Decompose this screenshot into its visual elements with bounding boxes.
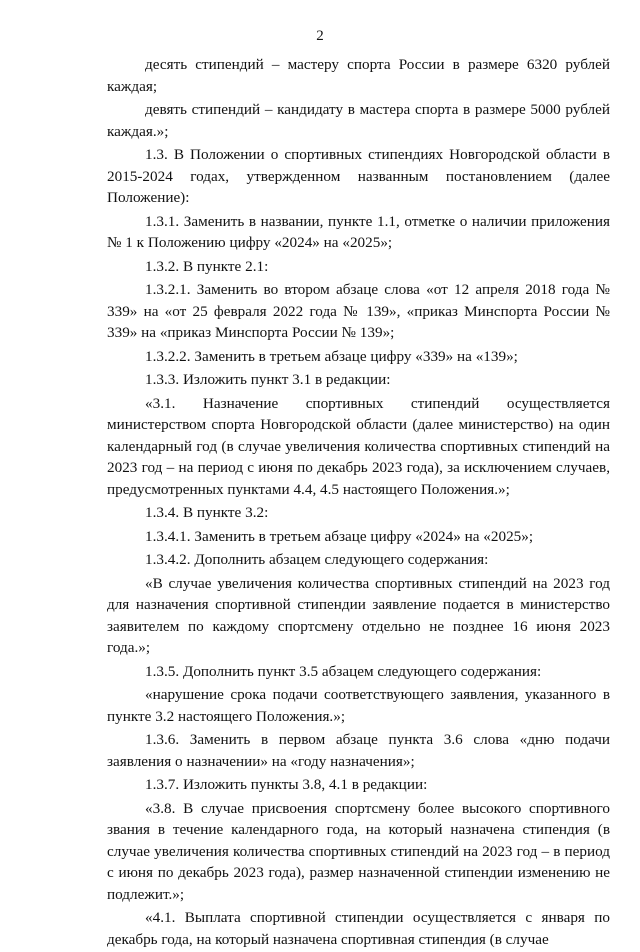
paragraph: десять стипендий – мастеру спорта России в размере 6320 рублей каждая; <box>107 56 610 95</box>
paragraph: 1.3.1. Заменить в названии, пункте 1.1, отметке о наличии приложения № 1 к Положению цифру «2024» на «2025»; <box>107 212 610 251</box>
paragraph: 1.3.4.1. Заменить в третьем абзаце цифру «2024» на «2025»; <box>145 527 534 545</box>
paragraph: 1.3.4. В пункте 3.2: <box>145 504 269 521</box>
paragraph: девять стипендий – кандидату в мастера спорта в размере 5000 рублей каждая.»; <box>107 101 610 140</box>
paragraph: 1.3.3. Изложить пункт 3.1 в редакции: <box>145 371 391 388</box>
paragraph: 1.3.5. Дополнить пункт 3.5 абзацем следующего содержания: <box>145 662 542 680</box>
paragraph: 1.3.6. Заменить в первом абзаце пункта 3.6 слова «дню подачи заявления о назначении» на «году назначения»; <box>107 731 610 770</box>
paragraph: 1.3.2. В пункте 2.1: <box>145 257 269 275</box>
paragraph: «3.8. В случае присвоения спортсмену более высокого спортивного звания в течение календарного года, на который назначена стипендия (в случае увеличения количества спортивных стипендий на 2023 год – в период с июня по декабрь 2023 года), размер назначенной стипендии изменению не подлежит.»; <box>107 799 610 903</box>
paragraph: «В случае увеличения количества спортивных стипендий на 2023 год для назначения спортивной стипендии заявление подается в министерство заявителем по каждому спортсмену отдельно не позднее 16 июня 2023 года.»; <box>107 574 610 656</box>
paragraph: «4.1. Выплата спортивной стипендии осуществляется с января по декабрь года, на который назначена спортивная стипендия (в случае <box>107 909 610 948</box>
paragraph: 1.3. В Положении о спортивных стипендиях Новгородской области в 2015-2024 годах, утвержденном названным постановлением (далее Положение): <box>107 146 610 206</box>
paragraph: 1.3.7. Изложить пункты 3.8, 4.1 в редакции: <box>145 776 428 793</box>
document-body <box>107 54 610 952</box>
page-number: 2 <box>316 28 324 44</box>
paragraph: 1.3.2.1. Заменить во втором абзаце слова «от 12 апреля 2018 года № 339» на «от 25 февраля 2022 года № 139», «приказ Минспорта России № 339» на «приказ Минспорта России № 139»; <box>107 281 610 341</box>
paragraph: 1.3.2.2. Заменить в третьем абзаце цифру «339» на «139»; <box>145 347 518 365</box>
paragraph: «нарушение срока подачи соответствующего заявления, указанного в пункте 3.2 настоящего Положения.»; <box>107 686 610 725</box>
paragraph: «3.1. Назначение спортивных стипендий осуществляется министерством спорта Новгородской области (далее министерство) на один календарный год (в случае увеличения количества спортивных стипендий на 2023 год – на период с июня по декабрь 2023 года), за исключением случаев, предусмотренных пунктами 4.4, 4.5 настоящего Положения.»; <box>107 394 610 498</box>
paragraph: 1.3.4.2. Дополнить абзацем следующего содержания: <box>145 551 489 568</box>
